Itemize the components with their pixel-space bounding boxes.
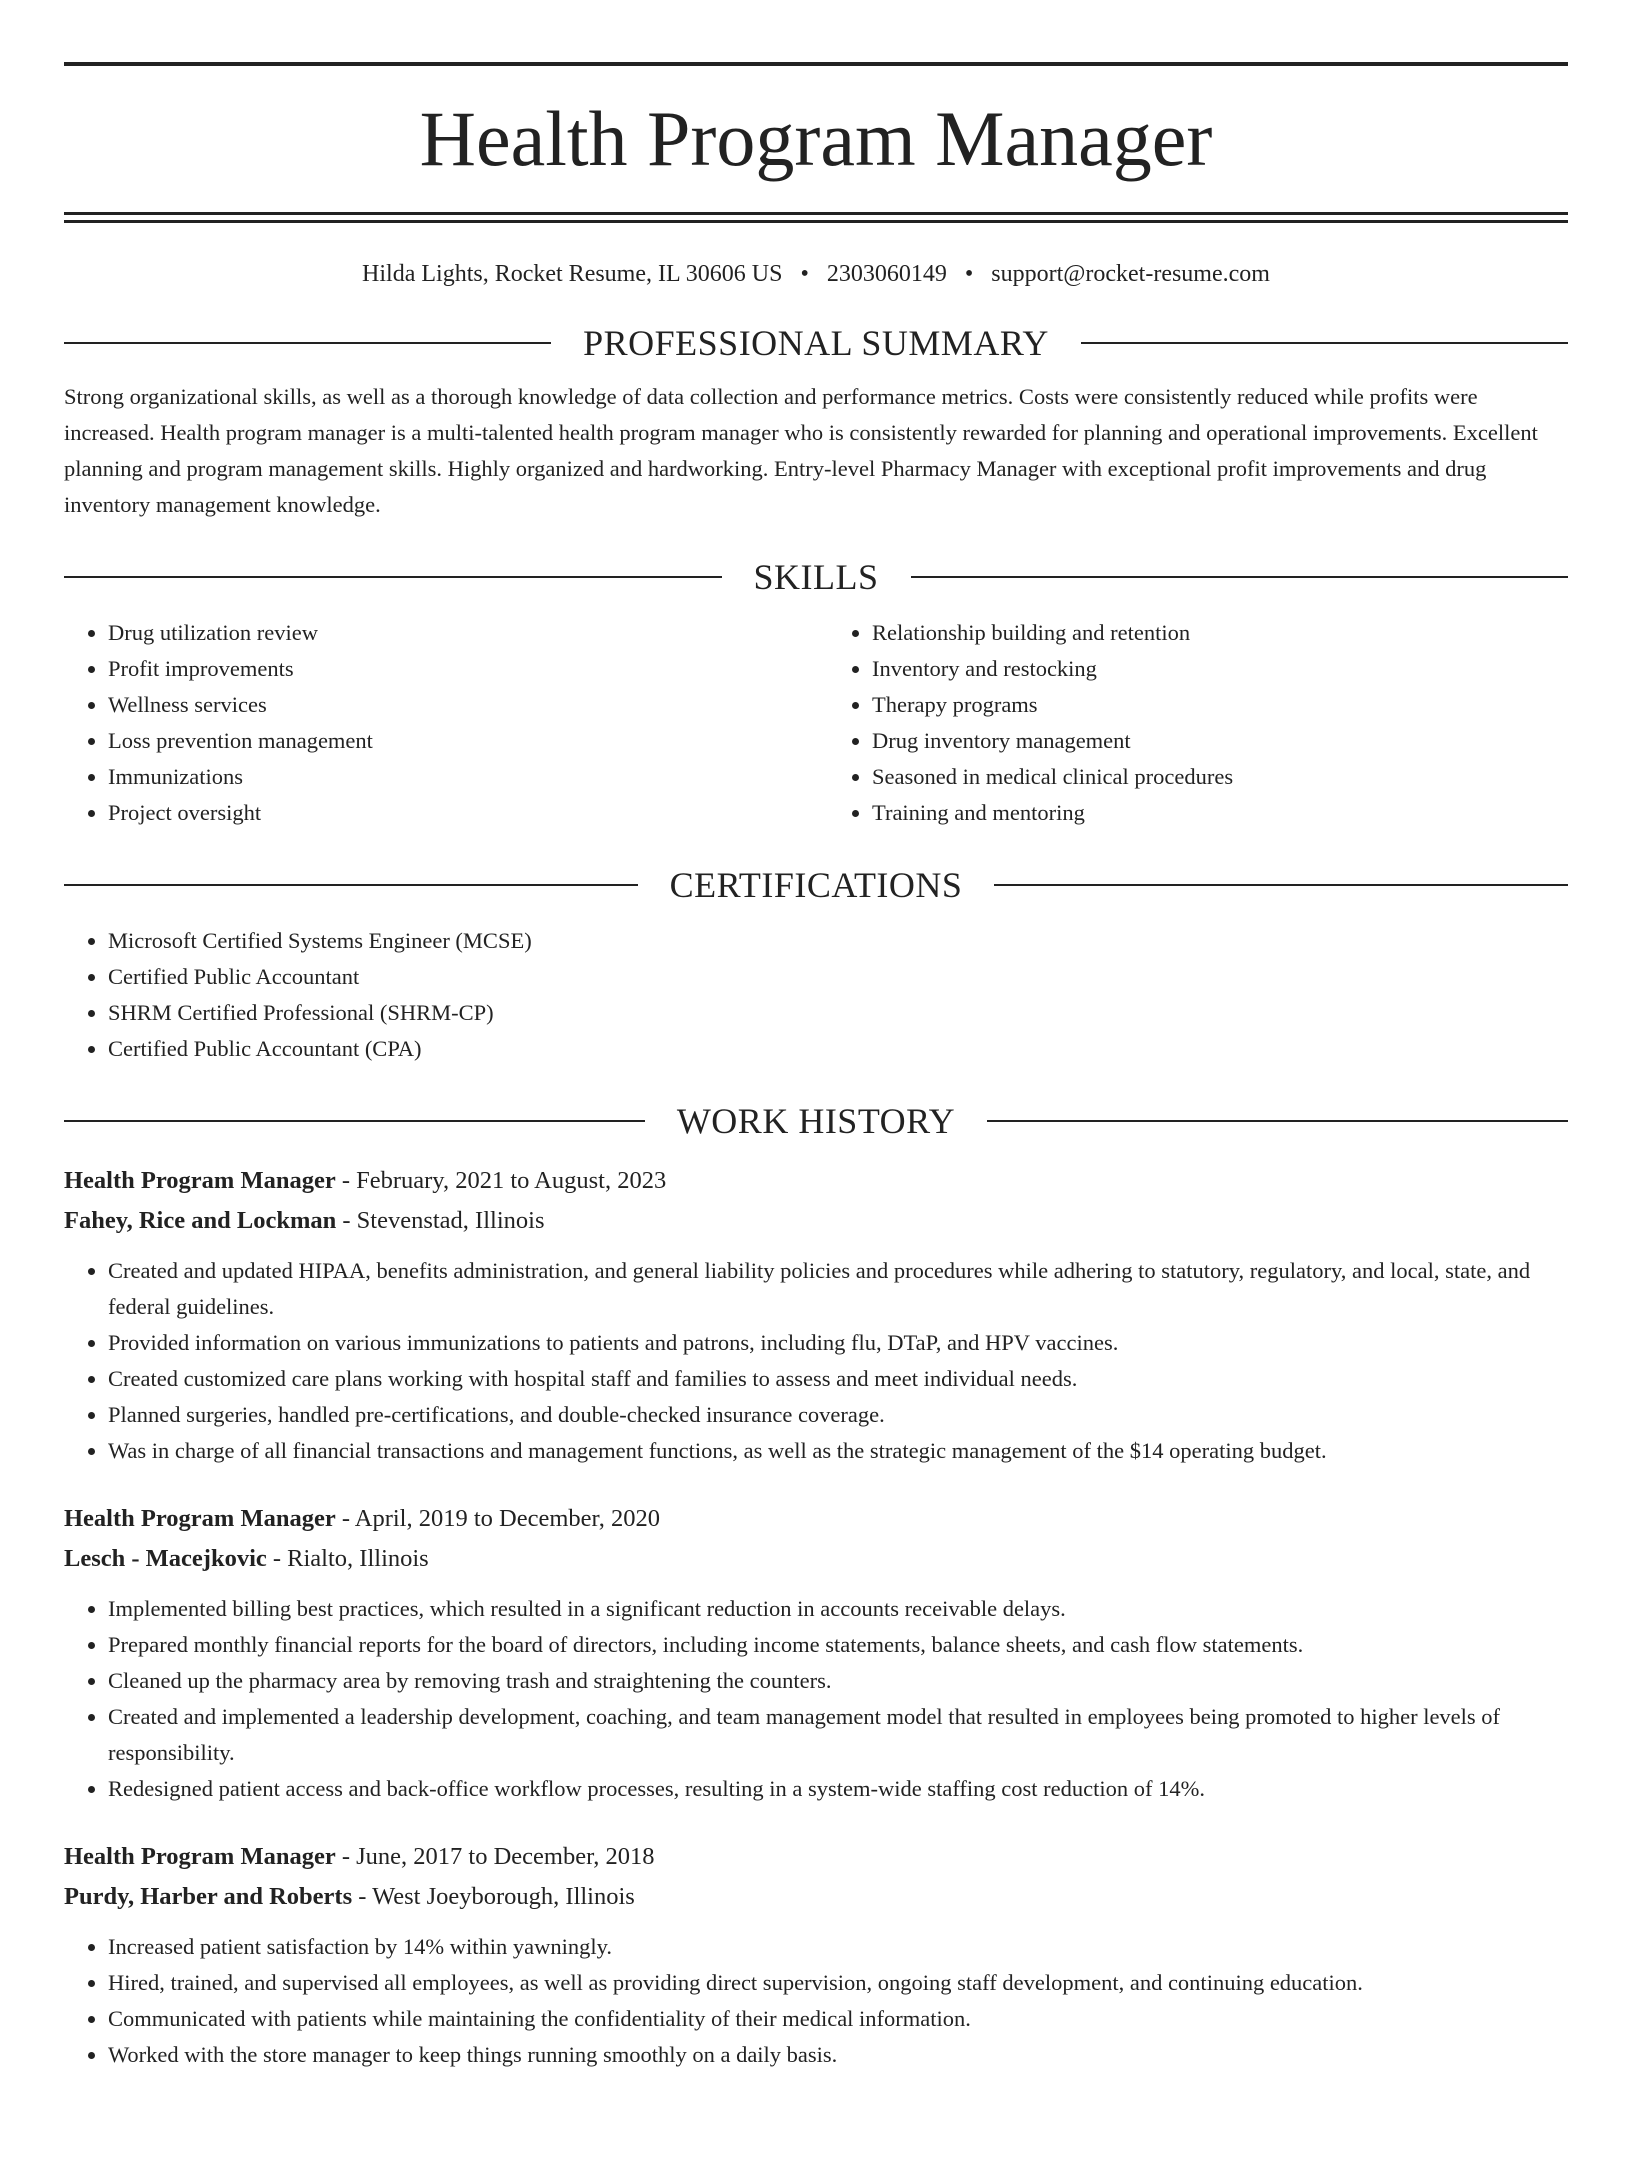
job-entry [64,1161,1568,1469]
certification-item: • Certified Public Accountant [108,959,1568,995]
job-entry [64,1837,1568,2073]
skills-heading [64,557,1568,597]
job-bullet: • Created and implemented a leadership development, coaching, and team management model that resulted in employees being promoted to higher levels of responsibility. [108,1699,1568,1771]
section-title: CERTIFICATIONS [669,865,963,905]
contact-address: Hilda Lights, Rocket Resume, IL 30606 US [362,261,783,287]
skill-item: • Loss prevention management [108,723,816,759]
job-company-line [64,1877,1568,1917]
section-title: WORK HISTORY [676,1101,956,1141]
skill-item: • Relationship building and retention [872,615,1568,651]
summary-text: Strong organizational skills, as well as a thorough knowledge of data collection and performance metrics. Costs were consistently reduced while profits were increased. Health program manager is a multi-talented health program manager who is consistently rewarded for planning and operational improvements. Excellent planning and program management skills. Highly organized and hardworking. Entry-level Pharmacy Manager with exceptional profit improvements and drug inventory management knowledge. [64,384,1538,517]
certifications-list [64,923,1568,1067]
skill-item: • Wellness services [108,687,816,723]
job-entry [64,1499,1568,1807]
job-company: Lesch - Macejkovic [64,1545,267,1572]
job-bullet: • Was in charge of all financial transactions and management functions, as well as the strategic management of the $14 operating budget. [108,1433,1568,1469]
skills-column-right [816,615,1568,831]
job-dates: - February, 2021 to August, 2023 [335,1167,667,1194]
skills-list [64,615,1568,831]
certifications-heading [64,865,1568,905]
contact-separator: • [800,261,809,287]
job-company-line [64,1201,1568,1241]
skill-item: • Drug utilization review [108,615,816,651]
skill-item: • Therapy programs [872,687,1568,723]
job-title: Health Program Manager [64,1505,336,1532]
job-company: Purdy, Harber and Roberts [64,1883,353,1910]
skills-column-left [64,615,816,831]
skill-item: • Immunizations [108,759,816,795]
skill-item: • Training and mentoring [872,795,1568,831]
top-rule [64,62,1568,66]
job-bullet: • Planned surgeries, handled pre-certifications, and double-checked insurance coverage. [108,1397,1568,1433]
job-bullet: • Prepared monthly financial reports for the board of directors, including income statements, balance sheets, and cash flow statements. [108,1627,1568,1663]
section-title: PROFESSIONAL SUMMARY [583,323,1049,363]
job-bullets [64,1253,1568,1469]
summary-heading [64,323,1568,363]
contact-line [64,259,1568,289]
contact-email: support@rocket-resume.com [991,261,1270,287]
job-dates: - April, 2019 to December, 2020 [335,1505,660,1532]
job-bullet: • Cleaned up the pharmacy area by removing trash and straightening the counters. [108,1663,1568,1699]
job-company: Fahey, Rice and Lockman [64,1207,337,1234]
section-title: SKILLS [753,557,879,597]
certification-item: • Certified Public Accountant (CPA) [108,1031,1568,1067]
resume-title: Health Program Manager [419,95,1213,182]
work-history-heading [64,1101,1568,1141]
contact-phone: 2303060149 [826,261,947,287]
job-bullet: • Implemented billing best practices, which resulted in a significant reduction in accounts receivable delays. [108,1591,1568,1627]
job-title-line [64,1837,1568,1877]
job-bullet: • Redesigned patient access and back-office workflow processes, resulting in a system-wide staffing cost reduction of 14%. [108,1771,1568,1807]
job-bullets [64,1929,1568,2073]
job-bullet: • Created customized care plans working with hospital staff and families to assess and meet individual needs. [108,1361,1568,1397]
job-bullet: • Communicated with patients while maintaining the confidentiality of their medical information. [108,2001,1568,2037]
certification-item: • Microsoft Certified Systems Engineer (MCSE) [108,923,1568,959]
skill-item: • Seasoned in medical clinical procedures [872,759,1568,795]
contact-separator: • [964,261,974,287]
skill-item: • Project oversight [108,795,816,831]
certification-item: • SHRM Certified Professional (SHRM-CP) [108,995,1568,1031]
job-title: Health Program Manager [64,1167,336,1194]
job-title: Health Program Manager [64,1843,336,1870]
job-title-line [64,1499,1568,1539]
skill-item: • Inventory and restocking [872,651,1568,687]
job-bullet: • Created and updated HIPAA, benefits administration, and general liability policies and procedures while adhering to statutory, regulatory, and local, state, and federal guidelines. [108,1253,1568,1325]
job-bullet: • Provided information on various immunizations to patients and patrons, including flu, DTaP, and HPV vaccines. [108,1325,1568,1361]
skill-item: • Drug inventory management [872,723,1568,759]
skill-item: • Profit improvements [108,651,816,687]
job-location: - West Joeyborough, Illinois [352,1883,635,1910]
job-bullets [64,1591,1568,1807]
job-bullet: • Hired, trained, and supervised all employees, as well as providing direct supervision, ongoing staff development, and continuing education. [108,1965,1568,2001]
resume-page [0,62,1632,2174]
job-company-line [64,1539,1568,1579]
job-bullet: • Increased patient satisfaction by 14% within yawningly. [108,1929,1568,1965]
job-dates: - June, 2017 to December, 2018 [335,1843,655,1870]
job-location: - Stevenstad, Illinois [336,1207,545,1234]
job-title-line [64,1161,1568,1201]
title-double-rule [64,212,1568,223]
job-bullet: • Worked with the store manager to keep things running smoothly on a daily basis. [108,2037,1568,2073]
job-location: - Rialto, Illinois [266,1545,429,1572]
